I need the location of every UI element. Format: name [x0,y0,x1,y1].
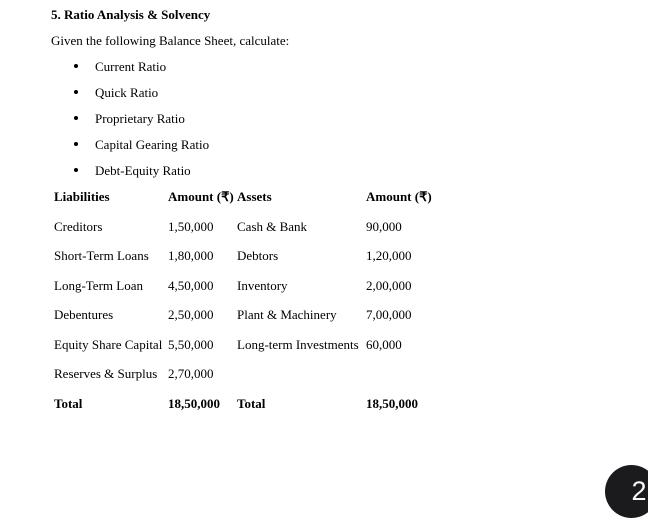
total-label-assets: Total [237,395,266,411]
table-row [54,337,458,367]
total-amount-assets: 18,50,000 [366,395,418,411]
document-page [0,7,648,412]
col-header-amount-assets: Amount (₹) [366,189,432,204]
liability-amount: 1,50,000 [168,218,214,234]
table-row [54,219,458,249]
asset-name: Long-term Investments [237,336,359,352]
section-heading: 5. Ratio Analysis & Solvency [51,7,211,22]
bullet-icon [74,90,78,94]
bullet-icon [74,116,78,120]
asset-amount [366,366,458,396]
bullet-icon [74,64,78,68]
list-item-label: Proprietary Ratio [95,111,185,126]
list-item-label: Quick Ratio [95,85,159,100]
asset-name: Cash & Bank [237,218,308,234]
list-item [51,111,628,127]
list-item [51,137,628,153]
table-row [54,248,458,278]
liability-name: Short-Term Loans [54,248,149,263]
table-row [54,307,458,337]
list-item-label: Debt-Equity Ratio [95,163,191,178]
liability-name: Reserves & Surplus [54,366,158,381]
asset-amount: 90,000 [366,218,402,234]
liability-name: Debentures [54,307,114,322]
liability-amount: 2,50,000 [168,307,214,322]
total-label-liabilities: Total [54,395,83,411]
page-number-label: 2 [631,476,647,506]
liability-amount: 5,50,000 [168,336,214,352]
asset-amount: 7,00,000 [366,307,412,322]
asset-name: Plant & Machinery [237,307,337,322]
table-total-row [54,396,458,413]
balance-sheet-table [54,189,458,412]
liability-amount: 4,50,000 [168,277,214,293]
liability-name: Long-Term Loan [54,277,143,293]
table-row [54,366,458,396]
asset-amount: 1,20,000 [366,248,412,263]
liability-name: Equity Share Capital [54,336,163,352]
asset-amount: 2,00,000 [366,277,412,293]
liability-amount: 1,80,000 [168,248,214,263]
col-header-liabilities: Liabilities [54,189,110,204]
asset-name [237,366,366,396]
table-row [54,278,458,308]
total-amount-liabilities: 18,50,000 [168,395,220,411]
bullet-icon [74,142,78,146]
page-number-badge[interactable] [605,465,648,518]
list-item-label: Current Ratio [95,59,167,74]
list-item [51,85,628,101]
liability-amount: 2,70,000 [168,366,214,381]
ratio-list [51,59,628,179]
list-item [51,163,628,179]
bullet-icon [74,168,78,172]
asset-name: Debtors [237,248,279,263]
asset-amount: 60,000 [366,336,402,352]
col-header-amount-liabilities: Amount (₹) [168,189,234,204]
intro-text: Given the following Balance Sheet, calculate: [51,33,290,48]
list-item [51,59,628,75]
liability-name: Creditors [54,218,103,234]
col-header-assets: Assets [237,189,272,204]
table-header-row [54,189,458,219]
list-item-label: Capital Gearing Ratio [95,137,210,152]
asset-name: Inventory [237,277,288,293]
